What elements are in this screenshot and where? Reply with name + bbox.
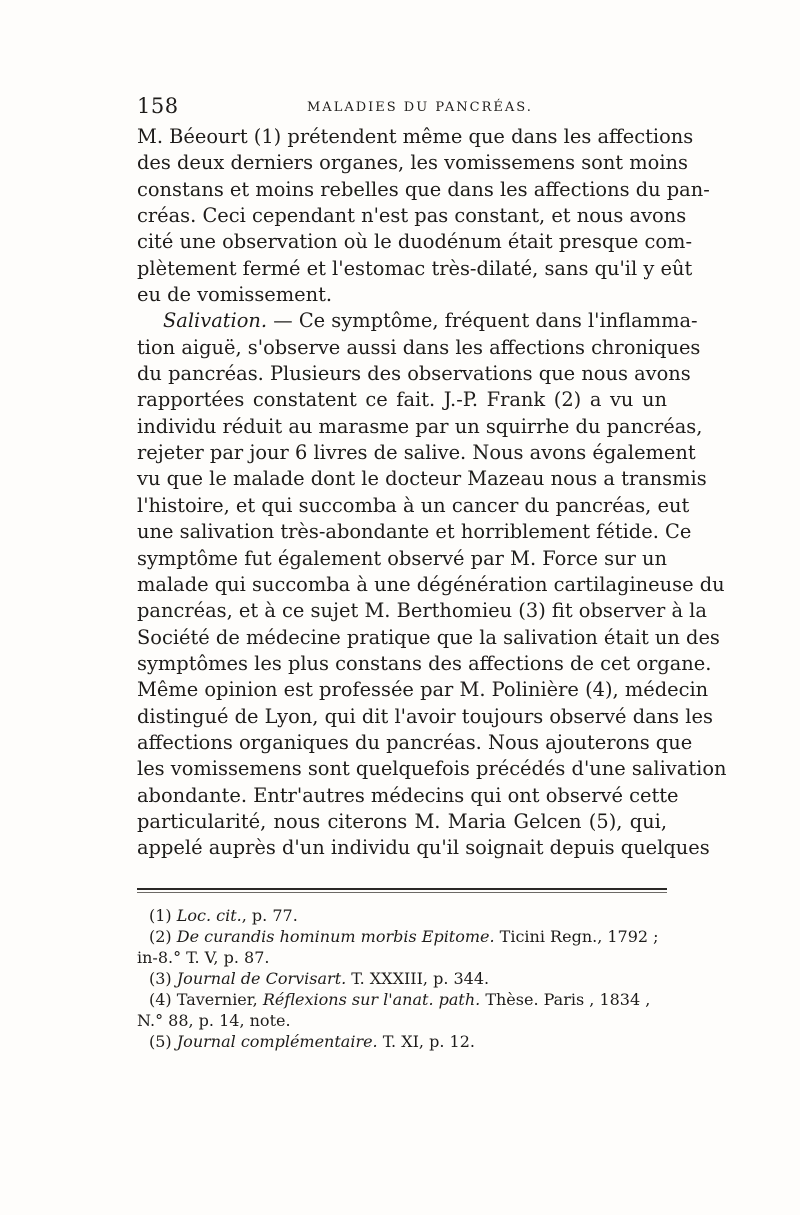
footnote-3-rest: T. XXXIII, p. 344. [346,969,490,988]
text-line-13: rejeter par jour 6 livres de salive. Nous avons également [137,441,696,465]
text-line-6: plètement fermé et l'estomac très-dilaté, sans qu'il y eût [137,256,693,280]
text-line-3: constans et moins rebelles que dans les affections du pan- [137,177,710,201]
text-line-1: M. Béeourt (1) prétendent même que dans les affections [137,125,694,148]
text-line-7: eu de vomissement. [137,283,333,307]
footnote-1-rest: , p. 77. [241,906,298,925]
text-line-12: individu réduit au marasme par un squirrhe du pancréas, [137,414,703,438]
footnote-2-rest: Ticini Regn., 1792 ; [494,927,659,946]
footnote-4-author: Tavernier, [171,990,263,1009]
text-line-4: créas. Ceci cependant n'est pas constant, et nous avons [137,204,687,228]
text-line-24: affections organiques du pancréas. Nous ajouterons que [137,730,693,754]
footnote-1 [137,905,672,926]
text-line-23: distingué de Lyon, qui dit l'avoir toujours observé dans les [137,704,713,728]
footnote-4 [137,989,672,1010]
main-text [137,124,727,862]
text-line-26: abondante. Entr'autres médecins qui ont observé cette [137,783,679,807]
footnote-4-rest: Thèse. Paris , 1834 , [480,990,651,1009]
footnotes [137,905,672,1052]
text-line-2: des deux derniers organes, les vomissemens sont moins [137,151,688,175]
footnote-5-number: (5) [149,1032,172,1051]
text-line-14: vu que le malade dont le docteur Mazeau nous a transmis [137,467,707,491]
text-line-25: les vomissemens sont quelquefois précédés d'une salivation [137,757,727,781]
footnote-rule [137,888,667,890]
text-line-5: cité une observation où le duodénum était presque com- [137,230,692,254]
text-line-8 [137,308,698,334]
text-line-15: l'histoire, et qui succomba à un cancer du pancréas, eut [137,493,690,517]
text-line-17: symptôme fut également observé par M. Force sur un [137,546,667,570]
text-line-21: symptômes les plus constans des affections de cet organe. [137,651,712,675]
footnote-3 [137,968,672,989]
running-title: MALADIES DU PANCRÉAS. [307,100,533,115]
text-line-10: du pancréas. Plusieurs des observations que nous avons [137,362,691,386]
footnote-rule-thin [137,892,667,893]
text-line-22: Même opinion est professée par M. Polinière (4), médecin [137,678,709,702]
text-line-27: particularité, nous citerons M. Maria Gelcen (5), qui, [137,809,667,833]
salivation-heading: Salivation. [163,309,268,333]
footnote-4-continuation: N.° 88, p. 14, note. [137,1011,291,1030]
text-line-19: pancréas, et à ce sujet M. Berthomieu (3) fit observer à la [137,599,707,623]
text-line-28: appelé auprès d'un individu qu'il soignait depuis quelques [137,836,710,860]
footnote-2 [137,926,672,947]
footnote-5 [137,1031,672,1052]
page-number: 158 [137,94,179,118]
text-line-16: une salivation très-abondante et horriblement fétide. Ce [137,520,692,544]
text-line-20: Société de médecine pratique que la salivation était un des [137,625,720,649]
footnote-1-number: (1) [149,906,172,925]
footnote-5-title: Journal complémentaire. [176,1032,378,1051]
footnote-2-number: (2) [149,927,172,946]
text-line-11: rapportées constatent ce fait. J.-P. Frank (2) a vu un [137,388,667,412]
text-line-18: malade qui succomba à une dégénération cartilagineuse du [137,572,725,596]
page-header [137,94,667,124]
footnote-4-number: (4) [149,990,172,1009]
footnote-1-title: Loc. cit. [176,906,242,925]
footnote-2-title: De curandis hominum morbis Epitome. [176,927,495,946]
footnote-3-number: (3) [149,969,172,988]
footnote-2-continuation: in-8.° T. V, p. 87. [137,948,270,967]
text-line-8-rest: — Ce symptôme, fréquent dans l'inflamma- [273,309,698,333]
footnote-4-title: Réflexions sur l'anat. path. [262,990,481,1009]
footnote-3-title: Journal de Corvisart. [176,969,347,988]
footnote-5-rest: T. XI, p. 12. [377,1032,475,1051]
text-line-9: tion aiguë, s'observe aussi dans les affections chroniques [137,335,701,359]
